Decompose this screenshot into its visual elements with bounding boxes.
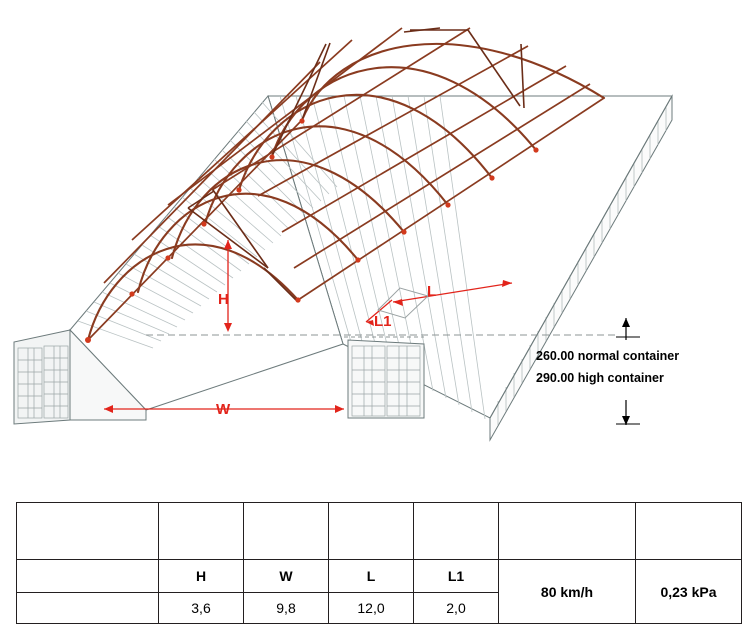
label-l: L [427,283,437,300]
cell-header-h: H [159,560,244,593]
cell-blank-h [159,503,244,560]
note-normal-container: 260.00 normal container [536,349,680,363]
cell-blank-label [17,503,159,560]
cell-blank-pressure [636,503,742,560]
cell-blank-l1 [414,503,499,560]
note-high-container: 290.00 high container [536,370,664,385]
cell-value-l1: 2,0 [414,593,499,624]
cell-pressure: 0,23 kPa [636,560,742,624]
cell-wind-speed: 80 km/h [499,560,636,624]
cell-blank-l [329,503,414,560]
cell-header-l1: L1 [414,560,499,593]
mid-container-end [348,340,424,418]
cell-blank-wind [499,503,636,560]
table-row-blank [17,503,742,560]
label-h: H [218,291,229,308]
cell-value-h: 3,6 [159,593,244,624]
cell-blank-w [244,503,329,560]
label-l1: L1 [374,313,392,330]
cell-value-w: 9,8 [244,593,329,624]
cell-header-l: L [329,560,414,593]
cell-value-label [17,593,159,624]
table-row-header [17,560,742,593]
specification-table [16,502,742,624]
cell-header-label [17,560,159,593]
cell-header-w: W [244,560,329,593]
cell-value-l: 12,0 [329,593,414,624]
container-height-notes [536,346,736,389]
label-w: W [216,401,231,418]
